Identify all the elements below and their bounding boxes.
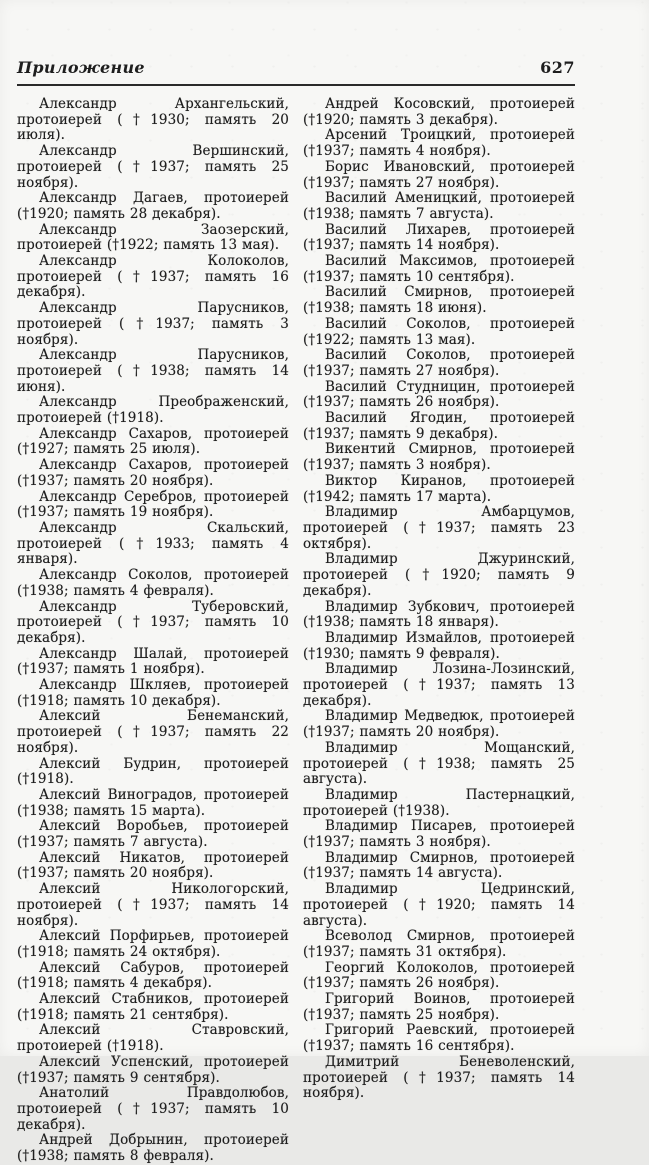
clergy-entry: Григорий Раевский, протоиерей (†1937; память 16 сентября). [303, 1022, 575, 1055]
clergy-entry: Алексий Ставровский, протоиерей (†1918). [17, 1022, 289, 1055]
clergy-entry: Владимир Амбарцумов, протоиерей (†1937; память 23 октября). [303, 504, 575, 552]
clergy-entry: Василий Лихарев, протоиерей (†1937; память 14 ноября). [303, 221, 575, 254]
clergy-entry: Василий Ягодин, протоиерей (†1937; память 9 декабря). [303, 410, 575, 442]
clergy-entry: Александр Заозерский, протоиерей (†1922; память 13 мая). [17, 221, 289, 254]
running-title: Приложение [17, 58, 145, 77]
clergy-entry: Алексий Никологорский, протоиерей (†1937; память 14 ноября). [17, 881, 289, 929]
clergy-entry: Димитрий Беневоленский, протоиерей (†1937; память 14 ноября). [303, 1053, 575, 1102]
clergy-entry: Григорий Воинов, протоиерей (†1937; память 25 ноября). [303, 991, 575, 1023]
clergy-entry: Владимир Измайлов, протоиерей (†1930; память 9 февраля). [303, 629, 575, 662]
clergy-entry: Александр Туберовский, протоиерей (†1937; память 10 декабря). [17, 598, 289, 646]
clergy-entry: Андрей Косовский, протоиерей (†1920; память 3 декабря). [303, 96, 575, 128]
clergy-entry: Александр Парусников, протоиерей (†1938; память 14 июня). [17, 347, 289, 395]
clergy-entry: Владимир Лозина-Лозинский, протоиерей (†1937; память 13 декабря). [303, 661, 575, 709]
clergy-entry: Анатолий Правдолюбов, протоиерей (†1937; память 10 декабря). [17, 1085, 289, 1133]
clergy-entry: Владимир Смирнов, протоиерей (†1937; память 14 августа). [303, 849, 575, 882]
clergy-entry: Александр Соколов, протоиерей (†1938; память 4 февраля). [17, 567, 289, 599]
clergy-entry: Алексий Воробьев, протоиерей (†1937; память 7 августа). [17, 818, 289, 851]
clergy-entry: Владимир Медведюк, протоиерей (†1937; память 20 ноября). [303, 708, 575, 741]
text-columns [17, 97, 575, 1165]
clergy-entry: Алексий Будрин, протоиерей (†1918). [17, 755, 289, 788]
clergy-entry: Александр Шалай, протоиерей (†1937; память 1 ноября). [17, 645, 289, 678]
clergy-entry: Александр Колоколов, протоиерей (†1937; память 16 декабря). [17, 253, 289, 301]
clergy-entry: Алексий Порфирьев, протоиерей (†1918; память 24 октября). [17, 928, 289, 960]
clergy-entry: Андрей Добрынин, протоиерей (†1938; память 8 февраля). [17, 1132, 289, 1165]
clergy-entry: Василий Аменицкий, протоиерей (†1938; память 7 августа). [303, 190, 575, 222]
clergy-entry: Александр Сахаров, протоиерей (†1927; память 25 июля). [17, 425, 289, 458]
clergy-entry: Владимир Джуринский, протоиерей (†1920; память 9 декабря). [303, 551, 575, 599]
clergy-entry: Александр Преображенский, протоиерей (†1918). [17, 394, 289, 427]
clergy-entry: Александр Парусников, протоиерей (†1937; память 3 ноября). [17, 300, 289, 348]
clergy-entry: Владимир Мощанский, протоиерей (†1938; память 25 августа). [303, 739, 575, 788]
clergy-entry: Василий Соколов, протоиерей (†1937; память 27 ноября). [303, 347, 575, 379]
page-number: 627 [540, 58, 575, 77]
clergy-entry: Василий Соколов, протоиерей (†1922; память 13 мая). [303, 315, 575, 348]
clergy-entry: Виктор Киранов, протоиерей (†1942; память 17 марта). [303, 472, 575, 505]
clergy-entry: Владимир Писарев, протоиерей (†1937; память 3 ноября). [303, 818, 575, 851]
clergy-entry: Александр Архангельский, протоиерей (†1930; память 20 июля). [17, 96, 289, 144]
clergy-entry: Александр Вершинский, протоиерей (†1937; память 25 ноября). [17, 143, 289, 191]
clergy-entry: Александр Сахаров, протоиерей (†1937; память 20 ноября). [17, 457, 289, 489]
clergy-entry: Василий Студницин, протоиерей (†1937; память 26 ноября). [303, 378, 575, 411]
clergy-entry: Алексий Сабуров, протоиерей (†1918; память 4 декабря). [17, 959, 289, 992]
clergy-entry: Александр Скальский, протоиерей (†1933; память 4 января). [17, 519, 289, 568]
clergy-entry: Владимир Зубкович, протоиерей (†1938; память 18 января). [303, 598, 575, 631]
clergy-entry: Александр Шкляев, протоиерей (†1918; память 10 декабря). [17, 677, 289, 709]
clergy-entry: Арсений Троицкий, протоиерей (†1937; память 4 ноября). [303, 127, 575, 160]
right-column [303, 97, 575, 1165]
clergy-entry: Алексий Никатов, протоиерей (†1937; память 20 ноября). [17, 849, 289, 882]
clergy-entry: Борис Ивановский, протоиерей (†1937; память 27 ноября). [303, 158, 575, 191]
clergy-entry: Алексий Стабников, протоиерей (†1918; память 21 сентября). [17, 991, 289, 1023]
clergy-entry: Викентий Смирнов, протоиерей (†1937; память 3 ноября). [303, 441, 575, 474]
clergy-entry: Алексий Бенеманский, протоиерей (†1937; память 22 ноября). [17, 708, 289, 756]
clergy-entry: Владимир Пастернацкий, протоиерей (†1938). [303, 786, 575, 819]
clergy-entry: Александр Серебров, протоиерей (†1937; память 19 ноября). [17, 488, 289, 521]
clergy-entry: Владимир Цедринский, протоиерей (†1920; память 14 августа). [303, 881, 575, 929]
left-column [17, 97, 289, 1165]
running-head [17, 58, 575, 78]
clergy-entry: Георгий Колоколов, протоиерей (†1937; память 26 ноября). [303, 959, 575, 992]
clergy-entry: Алексий Виноградов, протоиерей (†1938; память 15 марта). [17, 786, 289, 819]
clergy-entry: Алексий Успенский, протоиерей (†1937; память 9 сентября). [17, 1053, 289, 1086]
page-content [17, 58, 575, 1165]
clergy-entry: Всеволод Смирнов, протоиерей (†1937; память 31 октября). [303, 928, 575, 960]
clergy-entry: Василий Смирнов, протоиерей (†1938; память 18 июня). [303, 284, 575, 317]
clergy-entry: Александр Дагаев, протоиерей (†1920; память 28 декабря). [17, 190, 289, 222]
header-rule [17, 84, 575, 86]
clergy-entry: Василий Максимов, протоиерей (†1937; память 10 сентября). [303, 253, 575, 285]
